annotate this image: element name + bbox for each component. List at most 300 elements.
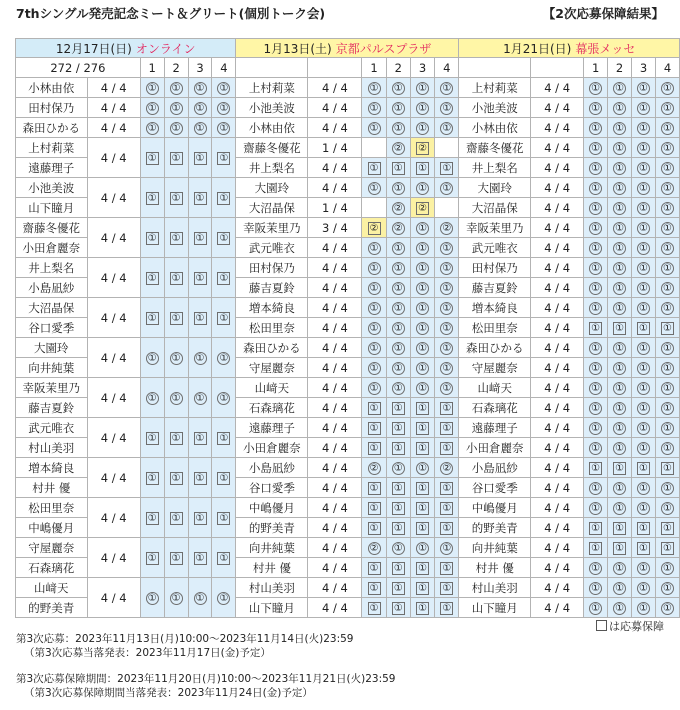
square-number-mark: ①	[217, 272, 230, 285]
circle-number-mark: ①	[637, 362, 650, 375]
mark-cell	[410, 318, 434, 338]
application-count: 4 / 4	[308, 578, 362, 598]
mark-cell	[632, 498, 656, 518]
circle-number-mark: ①	[613, 102, 626, 115]
circle-number-mark: ①	[368, 122, 381, 135]
square-number-mark: ①	[368, 602, 381, 615]
square-number-mark: ①	[170, 192, 183, 205]
circle-number-mark: ①	[589, 182, 602, 195]
mark-cell	[584, 218, 608, 238]
mark-cell	[632, 438, 656, 458]
circle-number-mark: ②	[392, 202, 405, 215]
mark-cell	[362, 598, 386, 618]
mark-cell	[164, 338, 188, 378]
circle-number-mark: ①	[661, 502, 674, 515]
circle-number-mark: ①	[440, 82, 453, 95]
application-count: 4 / 4	[308, 398, 362, 418]
venue-header-0	[16, 39, 236, 58]
mark-cell	[362, 458, 386, 478]
mark-cell	[655, 198, 679, 218]
mark-cell	[435, 558, 459, 578]
circle-number-mark: ①	[392, 542, 405, 555]
application-count: 4 / 4	[531, 198, 584, 218]
square-number-mark: ①	[392, 422, 405, 435]
mark-cell	[584, 558, 608, 578]
mark-cell	[584, 478, 608, 498]
circle-number-mark: ①	[637, 262, 650, 275]
mark-cell	[188, 458, 212, 498]
mark-cell	[140, 458, 164, 498]
application-count: 4 / 4	[531, 438, 584, 458]
mark-cell	[410, 518, 434, 538]
square-number-mark: ①	[146, 472, 159, 485]
member-name: 小田倉麗奈	[459, 438, 531, 458]
mark-cell	[140, 218, 164, 258]
circle-number-mark: ①	[661, 182, 674, 195]
mark-cell	[410, 418, 434, 438]
circle-number-mark: ①	[661, 562, 674, 575]
circle-number-mark: ①	[661, 82, 674, 95]
circle-number-mark: ①	[392, 302, 405, 315]
square-number-mark: ①	[589, 462, 602, 475]
circle-number-mark: ①	[440, 362, 453, 375]
part-header: 3	[632, 58, 656, 78]
table-row	[16, 258, 680, 278]
member-name: 守屋麗奈	[236, 358, 308, 378]
mark-cell	[435, 438, 459, 458]
mark-cell	[140, 98, 164, 118]
circle-number-mark: ①	[440, 542, 453, 555]
mark-cell	[632, 418, 656, 438]
application-count: 4 / 4	[87, 578, 140, 618]
member-name: 藤吉夏鈴	[459, 278, 531, 298]
application-count: 4 / 4	[308, 498, 362, 518]
square-number-mark: ①	[194, 512, 207, 525]
mark-cell	[435, 198, 459, 218]
note-third-apply: 第3次応募：2023年11月13日(月)10:00～2023年11月14日(火)23:59	[16, 633, 354, 645]
circle-number-mark: ①	[217, 592, 230, 605]
mark-cell	[608, 118, 632, 138]
mark-cell	[212, 578, 236, 618]
circle-number-mark: ①	[416, 302, 429, 315]
member-name: 武元唯衣	[236, 238, 308, 258]
circle-number-mark: ①	[589, 602, 602, 615]
circle-number-mark: ①	[661, 282, 674, 295]
mark-cell	[362, 98, 386, 118]
member-name: 藤吉夏鈴	[16, 398, 88, 418]
circle-number-mark: ①	[637, 202, 650, 215]
circle-number-mark: ①	[146, 82, 159, 95]
mark-cell	[362, 478, 386, 498]
mark-cell	[584, 178, 608, 198]
mark-cell	[386, 138, 410, 158]
square-icon	[596, 620, 607, 631]
mark-cell	[584, 458, 608, 478]
square-number-mark: ①	[440, 162, 453, 175]
mark-cell	[362, 318, 386, 338]
square-number-mark: ①	[613, 322, 626, 335]
member-name: 増本綺良	[459, 298, 531, 318]
mark-cell	[386, 598, 410, 618]
mark-cell	[584, 498, 608, 518]
mark-cell	[140, 418, 164, 458]
mark-cell	[632, 378, 656, 398]
member-name: 中嶋優月	[459, 498, 531, 518]
mark-cell	[140, 138, 164, 178]
circle-number-mark: ①	[416, 262, 429, 275]
member-name: 小林由依	[16, 78, 88, 98]
circle-number-mark: ①	[589, 202, 602, 215]
circle-number-mark: ①	[589, 502, 602, 515]
circle-number-mark: ①	[589, 122, 602, 135]
circle-number-mark: ①	[661, 422, 674, 435]
mark-cell	[584, 398, 608, 418]
mark-cell	[655, 458, 679, 478]
circle-number-mark: ①	[589, 382, 602, 395]
mark-cell	[362, 538, 386, 558]
square-number-mark: ①	[392, 602, 405, 615]
mark-cell	[410, 598, 434, 618]
member-name: 的野美青	[16, 598, 88, 618]
application-count: 4 / 4	[87, 218, 140, 258]
square-number-mark: ①	[392, 582, 405, 595]
mark-cell	[608, 318, 632, 338]
circle-number-mark: ①	[613, 242, 626, 255]
mark-cell	[410, 558, 434, 578]
square-number-mark: ①	[637, 522, 650, 535]
square-number-mark: ①	[194, 432, 207, 445]
application-count: 4 / 4	[308, 378, 362, 398]
circle-number-mark: ①	[368, 182, 381, 195]
circle-number-mark: ①	[589, 582, 602, 595]
mark-cell	[386, 78, 410, 98]
mark-cell	[632, 478, 656, 498]
mark-cell	[632, 598, 656, 618]
application-count: 4 / 4	[308, 298, 362, 318]
application-count: 4 / 4	[87, 118, 140, 138]
application-count: 4 / 4	[308, 358, 362, 378]
mark-cell	[608, 258, 632, 278]
member-name: 石森璃花	[459, 398, 531, 418]
notes	[16, 632, 395, 700]
mark-cell	[435, 258, 459, 278]
circle-number-mark: ①	[170, 102, 183, 115]
mark-cell	[386, 318, 410, 338]
mark-cell	[410, 138, 434, 158]
table-row	[16, 118, 680, 138]
member-name: 中嶋優月	[236, 498, 308, 518]
mark-cell	[655, 98, 679, 118]
circle-number-mark: ①	[637, 602, 650, 615]
circle-number-mark: ①	[416, 462, 429, 475]
circle-number-mark: ①	[217, 122, 230, 135]
mark-cell	[410, 178, 434, 198]
square-number-mark: ①	[170, 272, 183, 285]
application-count: 4 / 4	[531, 578, 584, 598]
application-count: 4 / 4	[308, 458, 362, 478]
mark-cell	[362, 258, 386, 278]
square-number-mark: ①	[416, 602, 429, 615]
table-row	[16, 298, 680, 318]
square-number-mark: ①	[194, 152, 207, 165]
venue-header-2	[459, 39, 680, 58]
mark-cell	[435, 218, 459, 238]
mark-cell	[584, 158, 608, 178]
mark-cell	[655, 498, 679, 518]
square-number-mark: ②	[416, 142, 429, 155]
mark-cell	[386, 178, 410, 198]
mark-cell	[632, 158, 656, 178]
mark-cell	[386, 578, 410, 598]
mark-cell	[655, 118, 679, 138]
mark-cell	[632, 118, 656, 138]
mark-cell	[655, 558, 679, 578]
table-row	[16, 498, 680, 518]
circle-number-mark: ①	[661, 242, 674, 255]
mark-cell	[410, 478, 434, 498]
mark-cell	[212, 98, 236, 118]
circle-number-mark: ①	[170, 82, 183, 95]
mark-cell	[362, 178, 386, 198]
mark-cell	[410, 458, 434, 478]
square-number-mark: ①	[589, 322, 602, 335]
circle-number-mark: ①	[368, 382, 381, 395]
mark-cell	[140, 578, 164, 618]
mark-cell	[410, 498, 434, 518]
member-name: 小島凪紗	[236, 458, 308, 478]
part-header: 4	[212, 58, 236, 78]
member-name: 谷口愛季	[459, 478, 531, 498]
legend	[596, 618, 664, 634]
mark-cell	[410, 538, 434, 558]
square-number-mark: ①	[170, 312, 183, 325]
mark-cell	[435, 358, 459, 378]
mark-cell	[164, 98, 188, 118]
circle-number-mark: ①	[661, 342, 674, 355]
circle-number-mark: ①	[589, 162, 602, 175]
circle-number-mark: ①	[170, 392, 183, 405]
mark-cell	[655, 438, 679, 458]
circle-number-mark: ①	[194, 592, 207, 605]
mark-cell	[212, 178, 236, 218]
circle-number-mark: ①	[613, 282, 626, 295]
application-count: 4 / 4	[308, 598, 362, 618]
application-count: 4 / 4	[87, 418, 140, 458]
circle-number-mark: ①	[661, 482, 674, 495]
circle-number-mark: ①	[661, 262, 674, 275]
mark-cell	[164, 78, 188, 98]
circle-number-mark: ①	[589, 242, 602, 255]
mark-cell	[410, 298, 434, 318]
circle-number-mark: ①	[661, 222, 674, 235]
square-number-mark: ①	[368, 522, 381, 535]
application-count: 4 / 4	[531, 218, 584, 238]
circle-number-mark: ①	[661, 442, 674, 455]
square-number-mark: ①	[440, 522, 453, 535]
circle-number-mark: ①	[392, 82, 405, 95]
mark-cell	[362, 398, 386, 418]
square-number-mark: ①	[368, 442, 381, 455]
mark-cell	[386, 458, 410, 478]
mark-cell	[188, 138, 212, 178]
mark-cell	[386, 518, 410, 538]
mark-cell	[362, 498, 386, 518]
venue-header-1	[236, 39, 459, 58]
circle-number-mark: ①	[589, 362, 602, 375]
table-row	[16, 178, 680, 198]
mark-cell	[410, 258, 434, 278]
application-count: 4 / 4	[87, 78, 140, 98]
square-number-mark: ①	[440, 422, 453, 435]
circle-number-mark: ①	[416, 542, 429, 555]
circle-number-mark: ①	[194, 82, 207, 95]
circle-number-mark: ①	[613, 162, 626, 175]
square-number-mark: ①	[170, 232, 183, 245]
circle-number-mark: ①	[416, 342, 429, 355]
mark-cell	[212, 298, 236, 338]
circle-number-mark: ①	[637, 122, 650, 135]
member-name: 小林由依	[459, 118, 531, 138]
mark-cell	[608, 378, 632, 398]
circle-number-mark: ①	[637, 482, 650, 495]
mark-cell	[655, 478, 679, 498]
circle-number-mark: ②	[368, 542, 381, 555]
mark-cell	[655, 278, 679, 298]
mark-cell	[188, 338, 212, 378]
member-name: 齋藤冬優花	[459, 138, 531, 158]
mark-cell	[212, 418, 236, 458]
circle-number-mark: ①	[637, 502, 650, 515]
mark-cell	[608, 298, 632, 318]
circle-number-mark: ①	[661, 162, 674, 175]
mark-cell	[632, 258, 656, 278]
blank-header	[459, 58, 531, 78]
mark-cell	[164, 218, 188, 258]
square-number-mark: ①	[613, 522, 626, 535]
circle-number-mark: ①	[589, 442, 602, 455]
member-name: 武元唯衣	[16, 418, 88, 438]
mark-cell	[164, 458, 188, 498]
mark-cell	[212, 138, 236, 178]
member-name: 山﨑天	[459, 378, 531, 398]
mark-cell	[435, 238, 459, 258]
mark-cell	[410, 98, 434, 118]
application-count: 4 / 4	[308, 538, 362, 558]
mark-cell	[608, 438, 632, 458]
mark-cell	[188, 378, 212, 418]
mark-cell	[188, 118, 212, 138]
circle-number-mark: ①	[146, 592, 159, 605]
square-number-mark: ①	[194, 232, 207, 245]
circle-number-mark: ①	[194, 392, 207, 405]
circle-number-mark: ①	[661, 382, 674, 395]
square-number-mark: ①	[589, 522, 602, 535]
member-name: 山下瞳月	[459, 598, 531, 618]
circle-number-mark: ①	[661, 142, 674, 155]
member-name: 石森璃花	[16, 558, 88, 578]
mark-cell	[362, 118, 386, 138]
circle-number-mark: ①	[440, 282, 453, 295]
legend-text: は応募保障	[609, 620, 664, 633]
mark-cell	[632, 318, 656, 338]
application-count: 4 / 4	[531, 78, 584, 98]
square-number-mark: ①	[217, 232, 230, 245]
square-number-mark: ①	[170, 152, 183, 165]
square-number-mark: ①	[440, 582, 453, 595]
member-name: 森田ひかる	[459, 338, 531, 358]
member-name: 松田里奈	[459, 318, 531, 338]
mark-cell	[212, 458, 236, 498]
circle-number-mark: ①	[217, 82, 230, 95]
mark-cell	[410, 278, 434, 298]
member-name: 小島凪紗	[459, 458, 531, 478]
square-number-mark: ①	[661, 522, 674, 535]
square-number-mark: ①	[440, 562, 453, 575]
circle-number-mark: ①	[589, 562, 602, 575]
circle-number-mark: ①	[217, 102, 230, 115]
member-name: 小島凪紗	[16, 278, 88, 298]
member-name: 田村保乃	[16, 98, 88, 118]
application-count: 4 / 4	[531, 358, 584, 378]
application-count: 4 / 4	[531, 418, 584, 438]
mark-cell	[632, 178, 656, 198]
application-count: 4 / 4	[308, 78, 362, 98]
mark-cell	[435, 98, 459, 118]
circle-number-mark: ①	[416, 322, 429, 335]
mark-cell	[655, 78, 679, 98]
square-number-mark: ①	[217, 312, 230, 325]
mark-cell	[362, 238, 386, 258]
mark-cell	[435, 138, 459, 158]
square-number-mark: ①	[392, 162, 405, 175]
mark-cell	[164, 258, 188, 298]
table-row	[16, 418, 680, 438]
mark-cell	[362, 418, 386, 438]
mark-cell	[608, 98, 632, 118]
circle-number-mark: ①	[194, 102, 207, 115]
mark-cell	[386, 238, 410, 258]
square-number-mark: ①	[217, 552, 230, 565]
square-number-mark: ①	[392, 442, 405, 455]
member-name: 山﨑天	[16, 578, 88, 598]
mark-cell	[435, 378, 459, 398]
mark-cell	[632, 198, 656, 218]
member-name: 中嶋優月	[16, 518, 88, 538]
circle-number-mark: ①	[661, 102, 674, 115]
mark-cell	[435, 538, 459, 558]
application-count: 4 / 4	[531, 98, 584, 118]
mark-cell	[584, 578, 608, 598]
circle-number-mark: ①	[440, 322, 453, 335]
circle-number-mark: ①	[589, 102, 602, 115]
mark-cell	[584, 358, 608, 378]
mark-cell	[584, 598, 608, 618]
member-name: 小池美波	[16, 178, 88, 198]
square-number-mark: ①	[146, 512, 159, 525]
circle-number-mark: ①	[589, 142, 602, 155]
table-row	[16, 138, 680, 158]
member-name: 大園玲	[236, 178, 308, 198]
mark-cell	[362, 278, 386, 298]
member-name: 井上梨名	[236, 158, 308, 178]
member-name: 村山美羽	[459, 578, 531, 598]
part-header: 1	[362, 58, 386, 78]
mark-cell	[140, 498, 164, 538]
mark-cell	[140, 378, 164, 418]
circle-number-mark: ①	[613, 222, 626, 235]
member-name: 山下瞳月	[236, 598, 308, 618]
mark-cell	[362, 518, 386, 538]
